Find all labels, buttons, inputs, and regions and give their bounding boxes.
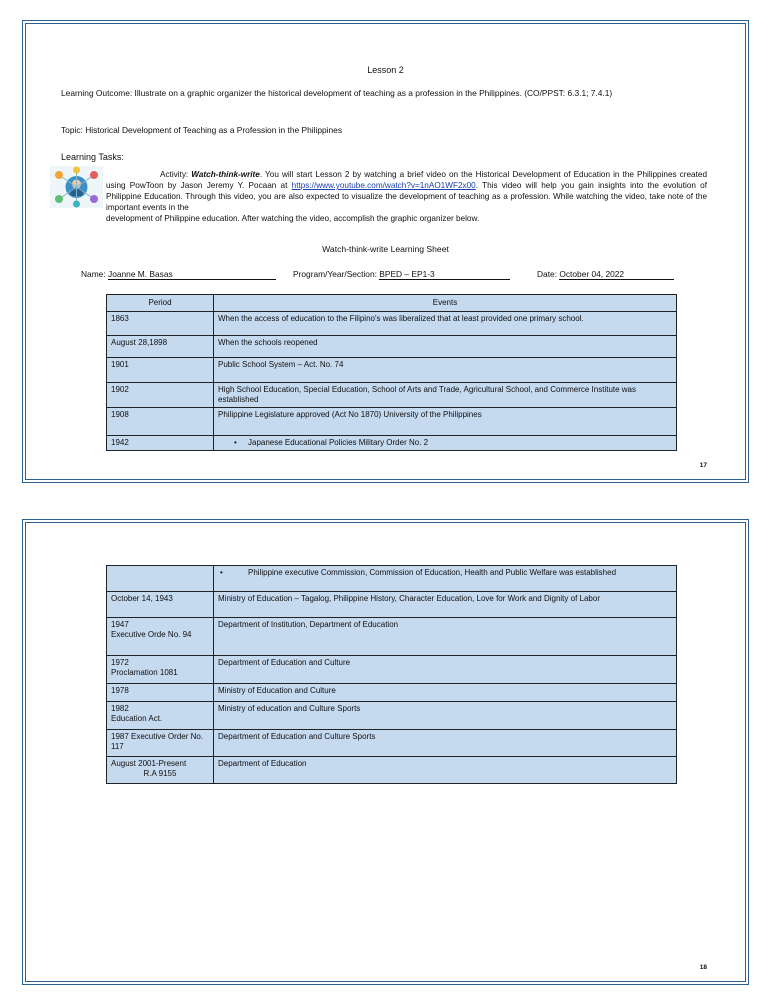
event-cell: High School Education, Special Education, School of Arts and Trade, Agricultural School, and Commerce Institute was established	[214, 383, 677, 408]
people-network-icon	[50, 166, 103, 208]
table-row	[107, 656, 677, 684]
events-table-part-2	[106, 565, 677, 784]
period-header: Period	[107, 295, 214, 312]
table-row	[107, 566, 677, 592]
page-number: 18	[699, 964, 707, 971]
event-cell: When the schools reopened	[214, 336, 677, 358]
table-row	[107, 436, 677, 451]
event-cell: When the access of education to the Filipino's was liberalized that at least provided one primary school.	[214, 312, 677, 336]
period-cell: 1972 Proclamation 1081	[107, 656, 214, 684]
program-value: BPED – EP1-3	[379, 269, 510, 280]
activity-text-2: . This video will help you gain insights into the evolution of Philippine Education. Through this video, you are also expected to visualize the development of teaching as a profession. While watching the video, take note of the important events in the	[106, 181, 708, 212]
bullet-icon: •	[220, 568, 223, 577]
period-cell: 1908	[107, 408, 214, 436]
program-label: Program/Year/Section:	[293, 269, 380, 279]
period-cell: 1947 Executive Orde No. 94	[107, 618, 214, 656]
topic-line: Topic: Historical Development of Teaching as a Profession in the Philippines	[61, 125, 343, 135]
event-cell: Department of Education and Culture	[214, 656, 677, 684]
event-text: Philippine executive Commission, Commission of Education, Health and Public Welfare was established	[248, 568, 617, 577]
date-value: October 04, 2022	[559, 269, 674, 280]
event-cell: Department of Education	[214, 757, 677, 784]
table-header-row	[107, 295, 677, 312]
event-cell: Ministry of education and Culture Sports	[214, 702, 677, 730]
event-cell-bulleted	[214, 566, 677, 592]
activity-label: Activity:	[160, 170, 192, 179]
activity-continuation: development of Philippine education. After watching the video, accomplish the graphic organizer below.	[106, 214, 480, 223]
learning-tasks-label: Learning Tasks:	[61, 152, 124, 162]
table-row	[107, 383, 677, 408]
event-cell: Department of Education and Culture Sports	[214, 730, 677, 757]
table-row	[107, 730, 677, 757]
table-row	[107, 684, 677, 702]
document-page-18	[22, 519, 749, 985]
table-row	[107, 312, 677, 336]
date-label: Date:	[537, 269, 560, 279]
activity-paragraph	[106, 169, 707, 213]
event-cell: Department of Institution, Department of Education	[214, 618, 677, 656]
event-cell-bulleted	[214, 436, 677, 451]
period-cell: 1978	[107, 684, 214, 702]
period-cell	[107, 757, 214, 784]
activity-name: Watch-think-write	[191, 170, 260, 179]
period-line-2: R.A 9155	[143, 769, 177, 778]
period-cell: 1982 Education Act.	[107, 702, 214, 730]
table-row	[107, 408, 677, 436]
table-row	[107, 592, 677, 618]
period-cell: October 14, 1943	[107, 592, 214, 618]
period-cell: 1902	[107, 383, 214, 408]
period-cell: 1987 Executive Order No. 117	[107, 730, 214, 757]
table-row	[107, 702, 677, 730]
event-cell: Philippine Legislature approved (Act No 1870) University of the Philippines	[214, 408, 677, 436]
events-table-part-1	[106, 294, 677, 451]
period-cell	[107, 566, 214, 592]
table-row	[107, 757, 677, 784]
period-line-1: August 2001-Present	[111, 759, 187, 768]
period-cell: August 28,1898	[107, 336, 214, 358]
period-cell: 1942	[107, 436, 214, 451]
event-text: Japanese Educational Policies Military Order No. 2	[248, 438, 429, 447]
table-row	[107, 336, 677, 358]
document-page-17	[22, 20, 749, 483]
event-cell: Ministry of Education and Culture	[214, 684, 677, 702]
video-link[interactable]: https://www.youtube.com/watch?v=1nAO1WF2x00	[291, 181, 476, 190]
table-row	[107, 618, 677, 656]
page-number: 17	[699, 462, 707, 469]
bullet-icon: •	[234, 438, 237, 447]
period-cell: 1901	[107, 358, 214, 383]
events-header: Events	[214, 295, 677, 312]
learning-outcome: Learning Outcome: Illustrate on a graphic organizer the historical development of teaching as a profession in the Philippines. (CO/PPST: 6.3.1; 7.4.1)	[61, 88, 613, 98]
period-cell: 1863	[107, 312, 214, 336]
event-cell: Ministry of Education – Tagalog, Philippine History, Character Education, Love for Work and Dignity of Labor	[214, 592, 677, 618]
learning-sheet-title: Watch-think-write Learning Sheet	[322, 244, 449, 254]
name-value: Joanne M. Basas	[108, 269, 276, 280]
lesson-title: Lesson 2	[367, 65, 404, 75]
event-cell: Public School System – Act. No. 74	[214, 358, 677, 383]
name-label: Name:	[81, 269, 108, 279]
table-row	[107, 358, 677, 383]
activity-text-1: . You will start Lesson 2 by watching a brief video on the Historical Development of Education in the Philippines created using PowToon by Jason Jeremy Y. Pocaan at	[106, 170, 707, 190]
